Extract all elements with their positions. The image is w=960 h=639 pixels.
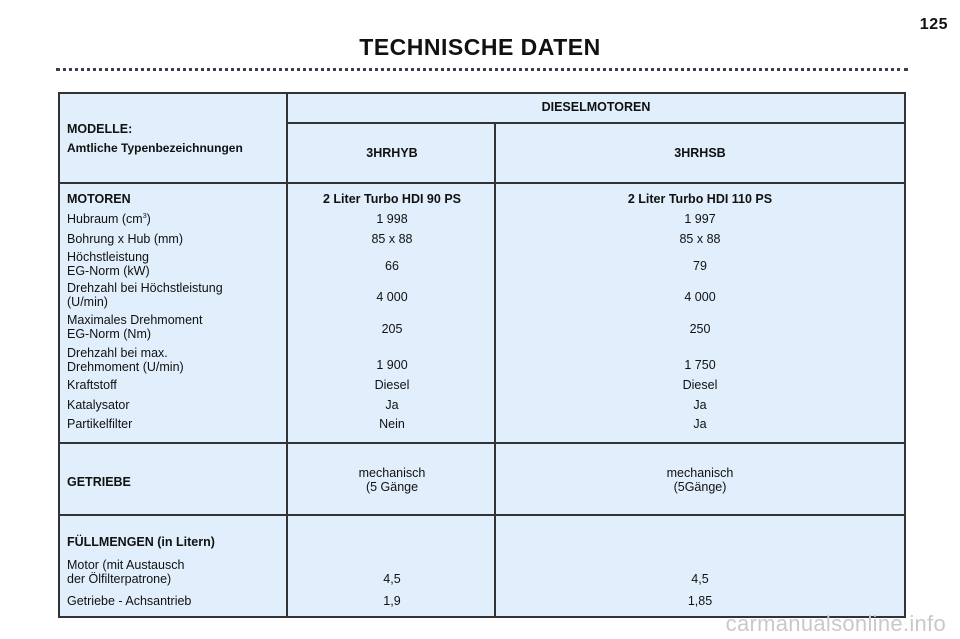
row-label-rpm-max-torque: Drehzahl bei max. Drehmoment (U/min) [67,346,184,374]
table-cell: 4,5 [383,572,401,586]
capacities-section [60,514,904,616]
model-code-2: 3HRHSB [674,146,726,160]
table-cell: 4,5 [691,572,709,586]
engine-name-1: 2 Liter Turbo HDI 90 PS [323,192,461,206]
row-label-rpm-max-power: Drehzahl bei Höchstleistung (U/min) [67,281,223,309]
gearbox-section-label: GETRIEBE [67,475,131,489]
engine-name-2: 2 Liter Turbo HDI 110 PS [627,192,773,206]
row-label-catalyst: Katalysator [67,398,130,412]
engine-group-heading: DIESELMOTOREN [541,100,651,114]
row-label-displacement: Hubraum $(cm^3)$ [67,212,151,226]
table-cell: 205 [381,322,403,336]
type-designations-label: Amtliche Typenbezeichnungen [67,141,243,155]
table-cell: 1,9 [383,594,401,608]
table-cell: 1 900 [376,358,408,372]
engines-section-label: MOTOREN [67,192,131,206]
table-cell: Ja [693,398,707,412]
table-cell: 85 x 88 [371,232,413,246]
row-label-fuel: Kraftstoff [67,378,117,392]
model-code-1: 3HRHYB [366,146,418,160]
page-number: 125 [919,16,948,33]
row-label-engine-oil: Motor (mit Austausch der Ölfilterpatrone) [67,558,185,586]
table-cell: 250 [689,322,711,336]
technical-data-table [58,92,906,618]
header-section [60,94,904,184]
row-label-gearbox-axle: Getriebe - Achsantrieb [67,594,192,608]
table-cell: Diesel [374,378,410,392]
table-cell: Ja [693,417,707,431]
table-cell: 66 [385,259,399,273]
row-label-bore-stroke: Bohrung x Hub (mm) [67,232,184,246]
engines-section [60,182,904,444]
gearbox-section [60,442,904,516]
watermark: carmanualsonline.info [725,611,946,636]
table-cell: 85 x 88 [679,232,721,246]
row-label-max-torque: Maximales Drehmoment EG-Norm (Nm) [67,313,203,341]
table-cell: 4 000 [684,290,716,304]
table-cell: Nein [379,417,405,431]
capacities-section-label: FÜLLMENGEN (in Litern) [67,535,215,549]
table-cell: 1,85 [687,594,713,608]
table-cell: Ja [385,398,399,412]
table-cell: 1 997 [684,212,716,226]
page-title: TECHNISCHE DATEN [359,34,601,60]
models-label: MODELLE: [67,122,133,136]
row-label-max-power: Höchstleistung EG-Norm (kW) [67,250,150,278]
table-cell: mechanisch (5 Gänge [358,466,426,494]
title-divider [56,68,908,71]
table-cell: 1 750 [684,358,716,372]
table-cell: 4 000 [376,290,408,304]
table-cell: 79 [693,259,707,273]
table-cell: Diesel [682,378,718,392]
row-label-particle-filter: Partikelfilter [67,417,133,431]
table-cell: mechanisch (5Gänge) [666,466,734,494]
table-cell: 1 998 [376,212,408,226]
